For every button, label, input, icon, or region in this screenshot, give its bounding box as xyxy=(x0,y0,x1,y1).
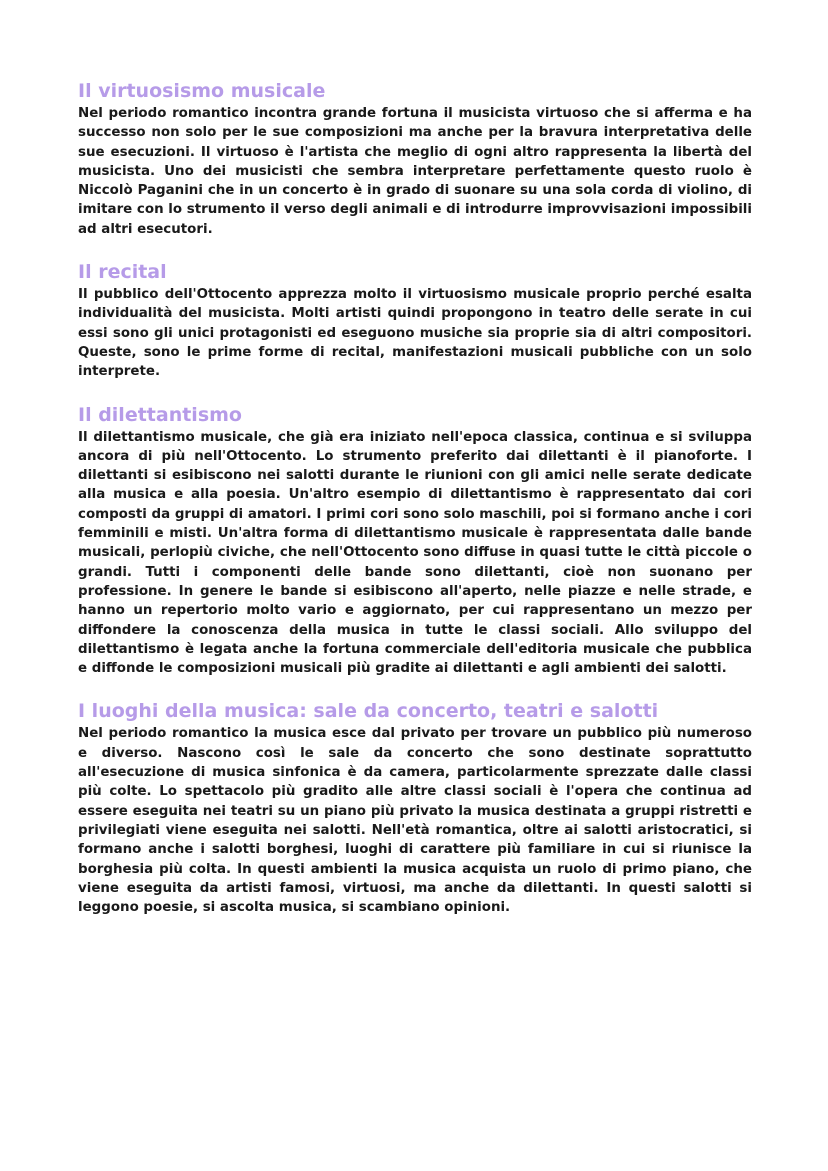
section-text: Nel periodo romantico incontra grande fortuna il musicista virtuoso che si afferma e ha successo non solo per le sue composizioni ma anche per la bravura interpretativa delle sue esecuzioni. Il virtuoso è l'artista che meglio di ogni altro rappresenta la libertà del musicista. Uno dei musicisti che sembra interpretare perfettamente questo ruolo è Niccolò Paganini che in un concerto è in grado di suonare su una sola corda di violino, di imitare con lo strumento il verso degli animali e di introdurre improvvisazioni impossibili ad altri esecutori. xyxy=(78,106,752,237)
section-recital xyxy=(78,261,752,381)
section-luoghi-musica xyxy=(78,700,752,917)
section-dilettantismo xyxy=(78,404,752,679)
section-text: Il dilettantismo musicale, che già era iniziato nell'epoca classica, continua e si sviluppa ancora di più nell'Ottocento. Lo strumento preferito dai dilettanti è il pianoforte. I dilettanti si esibiscono nei salotti durante le riunioni con gli amici nelle serate dedicate alla musica e alla poesia. Un'altro esempio di dilettantismo è rappresentato dai cori composti da gruppi di amatori. I primi cori sono solo maschili, poi si formano anche i cori femminili e misti. Un'altra forma di dilettantismo musicale è rappresentata dalle bande musicali, perlopiù civiche, che nell'Ottocento sono diffuse in quasi tutte le città piccole o grandi. Tutti i componenti delle bande sono dilettanti, cioè non suonano per professione. In genere le bande si esibiscono all'aperto, nelle piazze e nelle strade, e hanno un repertorio molto vario e aggiornato, per cui rappresentano un mezzo per diffondere la conoscenza della musica in tutte le classi sociali. Allo sviluppo del dilettantismo è legata anche la fortuna commerciale dell'editoria musicale che pubblica e diffonde le composizioni musicali più gradite ai dilettanti e agli ambienti dei salotti. xyxy=(78,429,752,677)
section-heading: Il virtuosismo musicale xyxy=(78,80,326,102)
section-virtuosismo xyxy=(78,80,752,239)
section-text: Nel periodo romantico la musica esce dal privato per trovare un pubblico più numeroso e diverso. Nascono così le sale da concerto che sono destinate soprattutto all'esecuzione di musica sinfonica è da camera, particolarmente sprezzate dalle classi più colte. Lo spettacolo più gradito alle altre classi sociali è l'opera che continua ad essere eseguita nei teatri su un piano più privato la musica destinata a gruppi ristretti e privilegiati viene eseguita nei salotti. Nell'età romantica, oltre ai salotti aristocratici, si formano anche i salotti borghesi, luoghi di carattere più familiare in cui si riunisce la borghesia più colta. In questi ambienti la musica acquista un ruolo di primo piano, che viene eseguita da artisti famosi, virtuosi, ma anche da dilettanti. In questi salotti si leggono poesie, si ascolta musica, si scambiano opinioni. xyxy=(78,726,752,916)
section-heading: Il dilettantismo xyxy=(78,403,242,426)
section-text: Il pubblico dell'Ottocento apprezza molto il virtuosismo musicale proprio perché esalta individualità del musicista. Molti artisti quindi propongono in teatro delle serate in cui essi sono gli unici protagonisti ed eseguono musiche sia proprie sia di altri compositori. Queste, sono le prime forme di recital, manifestazioni musicali pubbliche con un solo interprete. xyxy=(78,287,752,380)
document-page xyxy=(78,80,752,939)
section-heading: Il recital xyxy=(78,261,167,284)
section-heading: I luoghi della musica: sale da concerto, teatri e salotti xyxy=(78,700,659,723)
